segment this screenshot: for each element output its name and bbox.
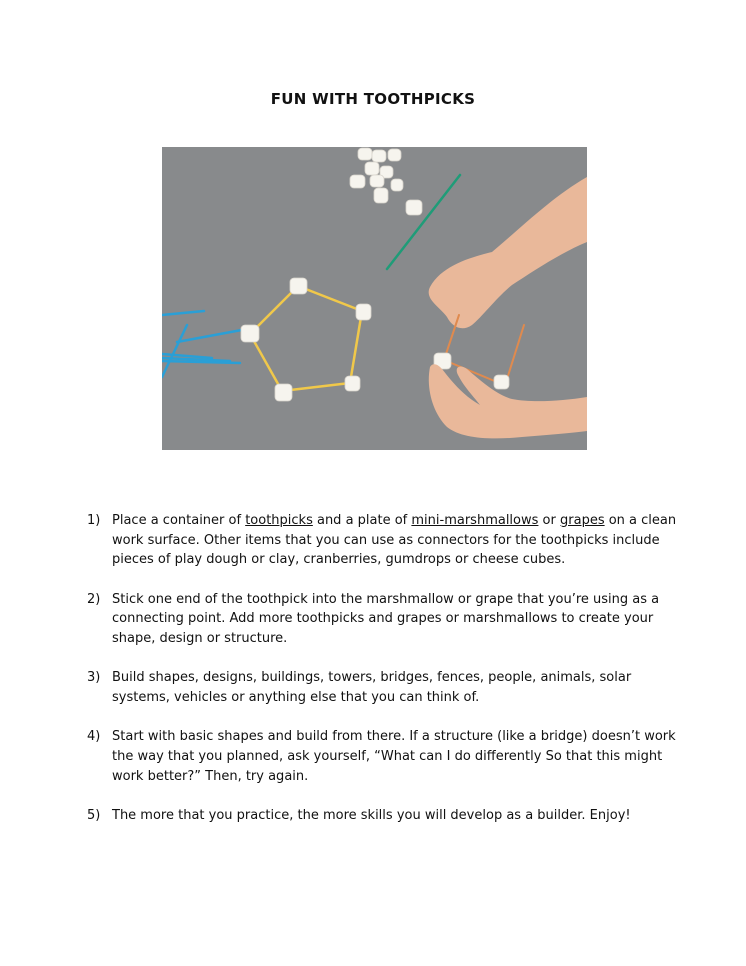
step-5 <box>87 806 677 826</box>
step-text-part: or <box>538 513 560 528</box>
instruction-list <box>87 511 677 845</box>
underlined-term-toothpicks: toothpicks <box>245 513 313 528</box>
step-text-part: Place a container of <box>112 513 246 528</box>
step-4 <box>87 727 677 786</box>
step-text <box>112 511 677 570</box>
underlined-term-mini-marshmallows: mini-marshmallows <box>411 513 539 528</box>
step-number: 5) <box>87 807 101 823</box>
underlined-term-grapes: grapes <box>560 513 605 528</box>
step-text: Build shapes, designs, buildings, towers, bridges, fences, people, animals, solar systems, vehicles or anything else that you can think of. <box>112 670 632 705</box>
step-text: Start with basic shapes and build from there. If a structure (like a bridge) doesn’t work the way that you planned, ask yourself, “What can I do differently So that this might work better?” Then, try again. <box>112 729 676 784</box>
step-text: The more that you practice, the more skills you will develop as a builder. Enjoy! <box>112 807 631 823</box>
step-text-part: and a plate of <box>312 513 412 528</box>
step-1 <box>87 511 677 570</box>
step-number: 1) <box>87 513 101 528</box>
page-title: FUN WITH TOOTHPICKS <box>270 90 476 108</box>
step-3 <box>87 668 677 707</box>
step-number: 3) <box>87 670 101 686</box>
step-2 <box>87 590 677 649</box>
step-text: Stick one end of the toothpick into the marshmallow or grape that you’re using as a connecting point. Add more toothpicks and grapes or marshmallows to create your shape, design or structure. <box>112 591 660 647</box>
toothpick-marshmallow-photo <box>162 147 587 450</box>
step-number: 4) <box>87 729 101 745</box>
step-text-part: on a clean work surface. Other items that you can use as connectors for the toothpicks include pieces of play dough or clay, cranberries, gumdrops or cheese cubes. <box>112 513 677 568</box>
step-number: 2) <box>87 591 101 607</box>
